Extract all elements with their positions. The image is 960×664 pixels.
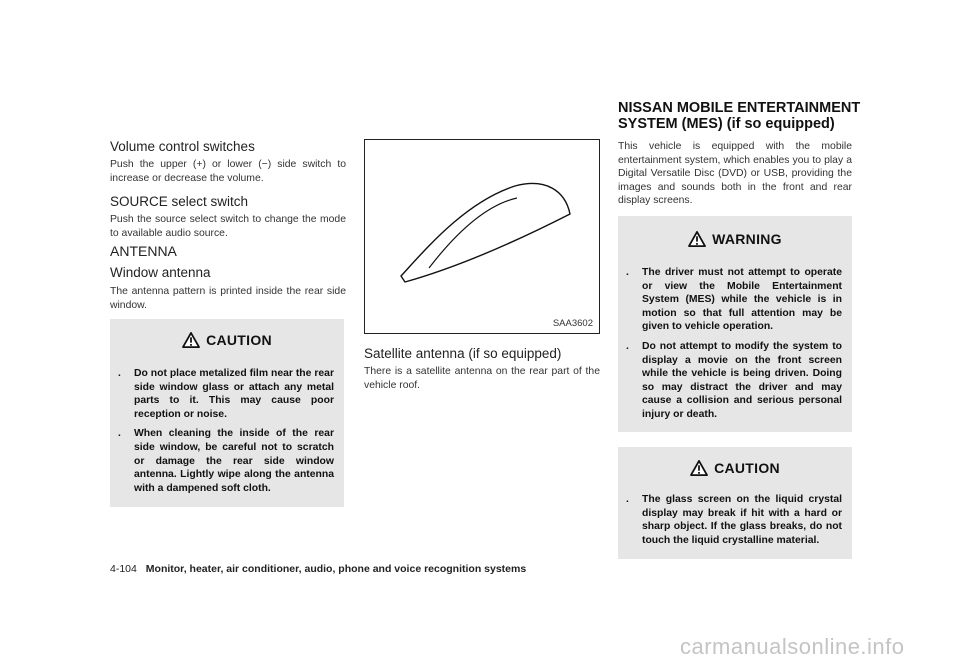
- satellite-antenna-heading: Satellite antenna (if so equipped): [364, 346, 562, 361]
- mes-section-heading: [618, 100, 878, 132]
- warning-item: . Do not attempt to modify the system to display a movie on the front screen while the vehicle is being driven. Doing so may distract the driver and may cause a collision and serious personal injury or death.: [626, 340, 842, 420]
- satellite-antenna-text: There is a satellite antenna on the rear part of the vehicle roof.: [364, 366, 600, 391]
- satellite-antenna-figure: [364, 139, 600, 334]
- caution-header: [110, 329, 344, 351]
- warning-item: . The driver must not attempt to operate or view the Mobile Entertainment System (MES) while the vehicle is in motion so that full attention may be given to vehicle operation.: [626, 267, 842, 333]
- volume-control-heading: Volume control switches: [110, 139, 255, 154]
- source-select-text: Push the source select switch to change the mode to available audio source.: [110, 214, 346, 239]
- warning-triangle-icon: [690, 460, 708, 476]
- caution-box-left: [110, 319, 344, 507]
- warning-box: [618, 216, 852, 432]
- mes-heading-line1: NISSAN MOBILE ENTERTAINMENT: [618, 100, 861, 116]
- caution-title: CAUTION: [714, 460, 780, 476]
- caution-item: . Do not place metalized film near the rear side window glass or attach any metal parts to it. This may cause poor reception or noise.: [118, 368, 334, 420]
- caution-list: [618, 493, 842, 547]
- warning-triangle-icon: [688, 231, 706, 247]
- watermark: carmanualsonline.info: [680, 634, 905, 659]
- source-select-heading: SOURCE select switch: [110, 194, 249, 209]
- page-footer: [110, 563, 526, 575]
- caution-header: [618, 457, 852, 479]
- volume-control-text: Push the upper (+) or lower (−) side switch to increase or decrease the volume.: [110, 159, 346, 184]
- window-antenna-text: The antenna pattern is printed inside the rear side window.: [110, 286, 346, 311]
- figure-code: SAA3602: [552, 318, 593, 329]
- mes-intro-text: This vehicle is equipped with the mobile entertainment system, which enables you to play a Digital Versatile Disc (DVD) or USB, providing the images and sounds both in the front and rear display screens.: [618, 141, 852, 207]
- mes-heading-line2: SYSTEM (MES) (if so equipped): [618, 116, 835, 132]
- caution-list: [110, 367, 334, 495]
- warning-triangle-icon: [182, 332, 200, 348]
- caution-item: . When cleaning the inside of the rear side window, be careful not to scratch or damage the rear side window antenna. Lightly wipe along the antenna with a dampened soft cloth.: [118, 428, 334, 494]
- window-antenna-heading: Window antenna: [110, 265, 211, 280]
- caution-title: CAUTION: [206, 332, 272, 348]
- warning-header: [618, 228, 852, 250]
- warning-title: WARNING: [712, 231, 782, 247]
- footer-section-title: Monitor, heater, air conditioner, audio, phone and voice recognition systems: [145, 563, 527, 575]
- warning-list: [618, 266, 842, 422]
- antenna-heading: ANTENNA: [110, 243, 177, 259]
- caution-box-right: [618, 447, 852, 559]
- caution-item: . The glass screen on the liquid crystal display may break if hit with a hard or sharp object. If the glass breaks, do not touch the liquid crystalline material.: [626, 494, 842, 546]
- antenna-illustration: [365, 140, 598, 332]
- page-number: 4-104: [110, 563, 137, 575]
